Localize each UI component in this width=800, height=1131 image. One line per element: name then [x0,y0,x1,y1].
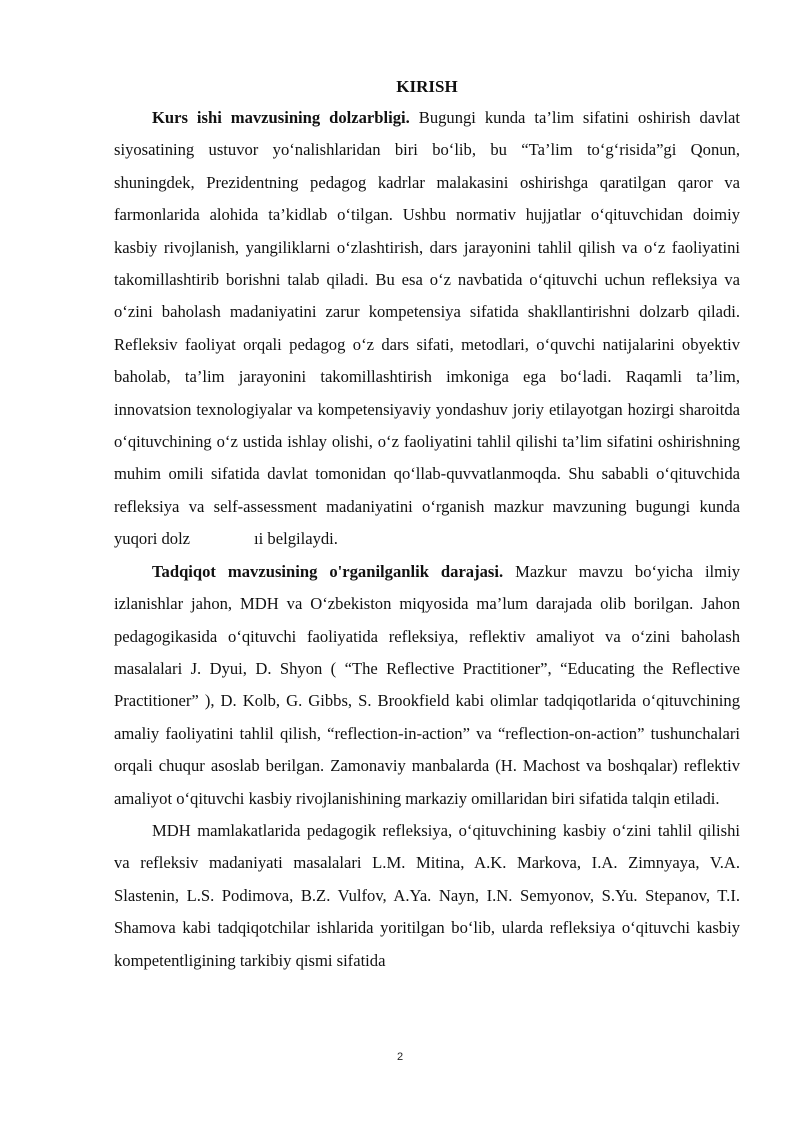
page-number: 2 [396,1051,404,1063]
paragraph-research-level [114,556,740,815]
paragraph-lead: Tadqiqot mavzusining o'rganilganlik darajasi. [152,561,504,581]
paragraph-text: Bugungi kunda ta’lim sifatini oshirish davlat siyosatining ustuvor yo‘nalishlaridan biri bo‘lib, bu “Ta’lim to‘g‘risida”gi Qonun, shuningdek, Prezidentning pedagog kadrlar malakasini oshirishga qaratilgan qaror va farmonlarida alohida ta’kidlab o‘tilgan. Ushbu normativ hujjatlar o‘qituvchidan doimiy kasbiy rivojlanish, yangiliklarni o‘zlashtirish, dars jarayonini tahlil qilish va o‘z faoliyatini takomillashtirib borishni talab qiladi. Bu esa o‘z navbatida o‘qituvchi uchun refleksiya va o‘zini baholash madaniyatini zarur kompetensiya sifatida shakllantirishni dolzarb qiladi. Refleksiv faoliyat orqali pedagog o‘z dars sifati, metodlari, o‘quvchi natijalarini obyektiv baholab, ta’lim jarayonini takomillashtirish imkoniga ega bo‘ladi. Raqamli ta’lim, innovatsion texnologiyalar va kompetensiyaviy yondashuv joriy etilayotgan hozirgi sharoitda o‘qituvchining o‘z ustida ishlay olishi, o‘z faoliyatini tahlil qilishi ta’lim sifatini oshirishning muhim omili sifatida davlat tomonidan qo‘llab-quvvatlanmoqda. Shu sababli o‘qituvchida refleksiya va self-assessment madaniyatini o‘rganish mazkur mavzuning bugungi kunda yuqori dolz [114,108,741,549]
paragraph-lead: Kurs ishi mavzusining dolzarbligi. [152,108,410,127]
document-page [114,72,740,977]
section-heading: KIRISH [396,77,458,96]
paragraph-text-after-gap: ıi belgilaydi. [254,529,338,549]
paragraph-text: MDH mamlakatlarida pedagogik refleksiya, o‘qituvchining kasbiy o‘zini tahlil qilishi va refleksiv madaniyati masalalari L.M. Mitina, A.K. Markova, I.A. Zimnyaya, V.A. Slastenin, L.S. Podimova, B.Z. Vulfov, A.Ya. Nayn, I.N. Semyonov, S.Yu. Stepanov, T.I. Shamova kabi tadqiqotchilar ishlarida yoritilgan bo‘lib, ularda refleksiya o‘qituvchi kasbiy kompetentligining tarkibiy qismi sifatida [114,820,740,970]
paragraph-cis-research [114,815,740,977]
paragraph-text: Mazkur mavzu bo‘yicha ilmiy izlanishlar jahon, MDH va O‘zbekiston miqyosida ma’lum darajada olib borilgan. Jahon pedagogikasida o‘qituvchi faoliyatida refleksiya, reflektiv amaliyot va o‘zini baholash masalalari J. Dyui, D. Shyon ( “The Reflective Practitioner”, “Educating the Reflective Practitioner” ), D. Kolb, G. Gibbs, S. Brookfield kabi olimlar tadqiqotlarida o‘qituvchining amaliy faoliyatini tahlil qilish, “reflection-in-action” va “reflection-on-action” tushunchalari orqali chuqur asoslab berilgan. Zamonaviy manbalarda (H. Machost va boshqalar) reflektiv amaliyot o‘qituvchi kasbiy rivojlanishining markaziy omillaridan biri sifatida talqin etiladi. [114,561,740,808]
paragraph-relevance [114,102,740,556]
